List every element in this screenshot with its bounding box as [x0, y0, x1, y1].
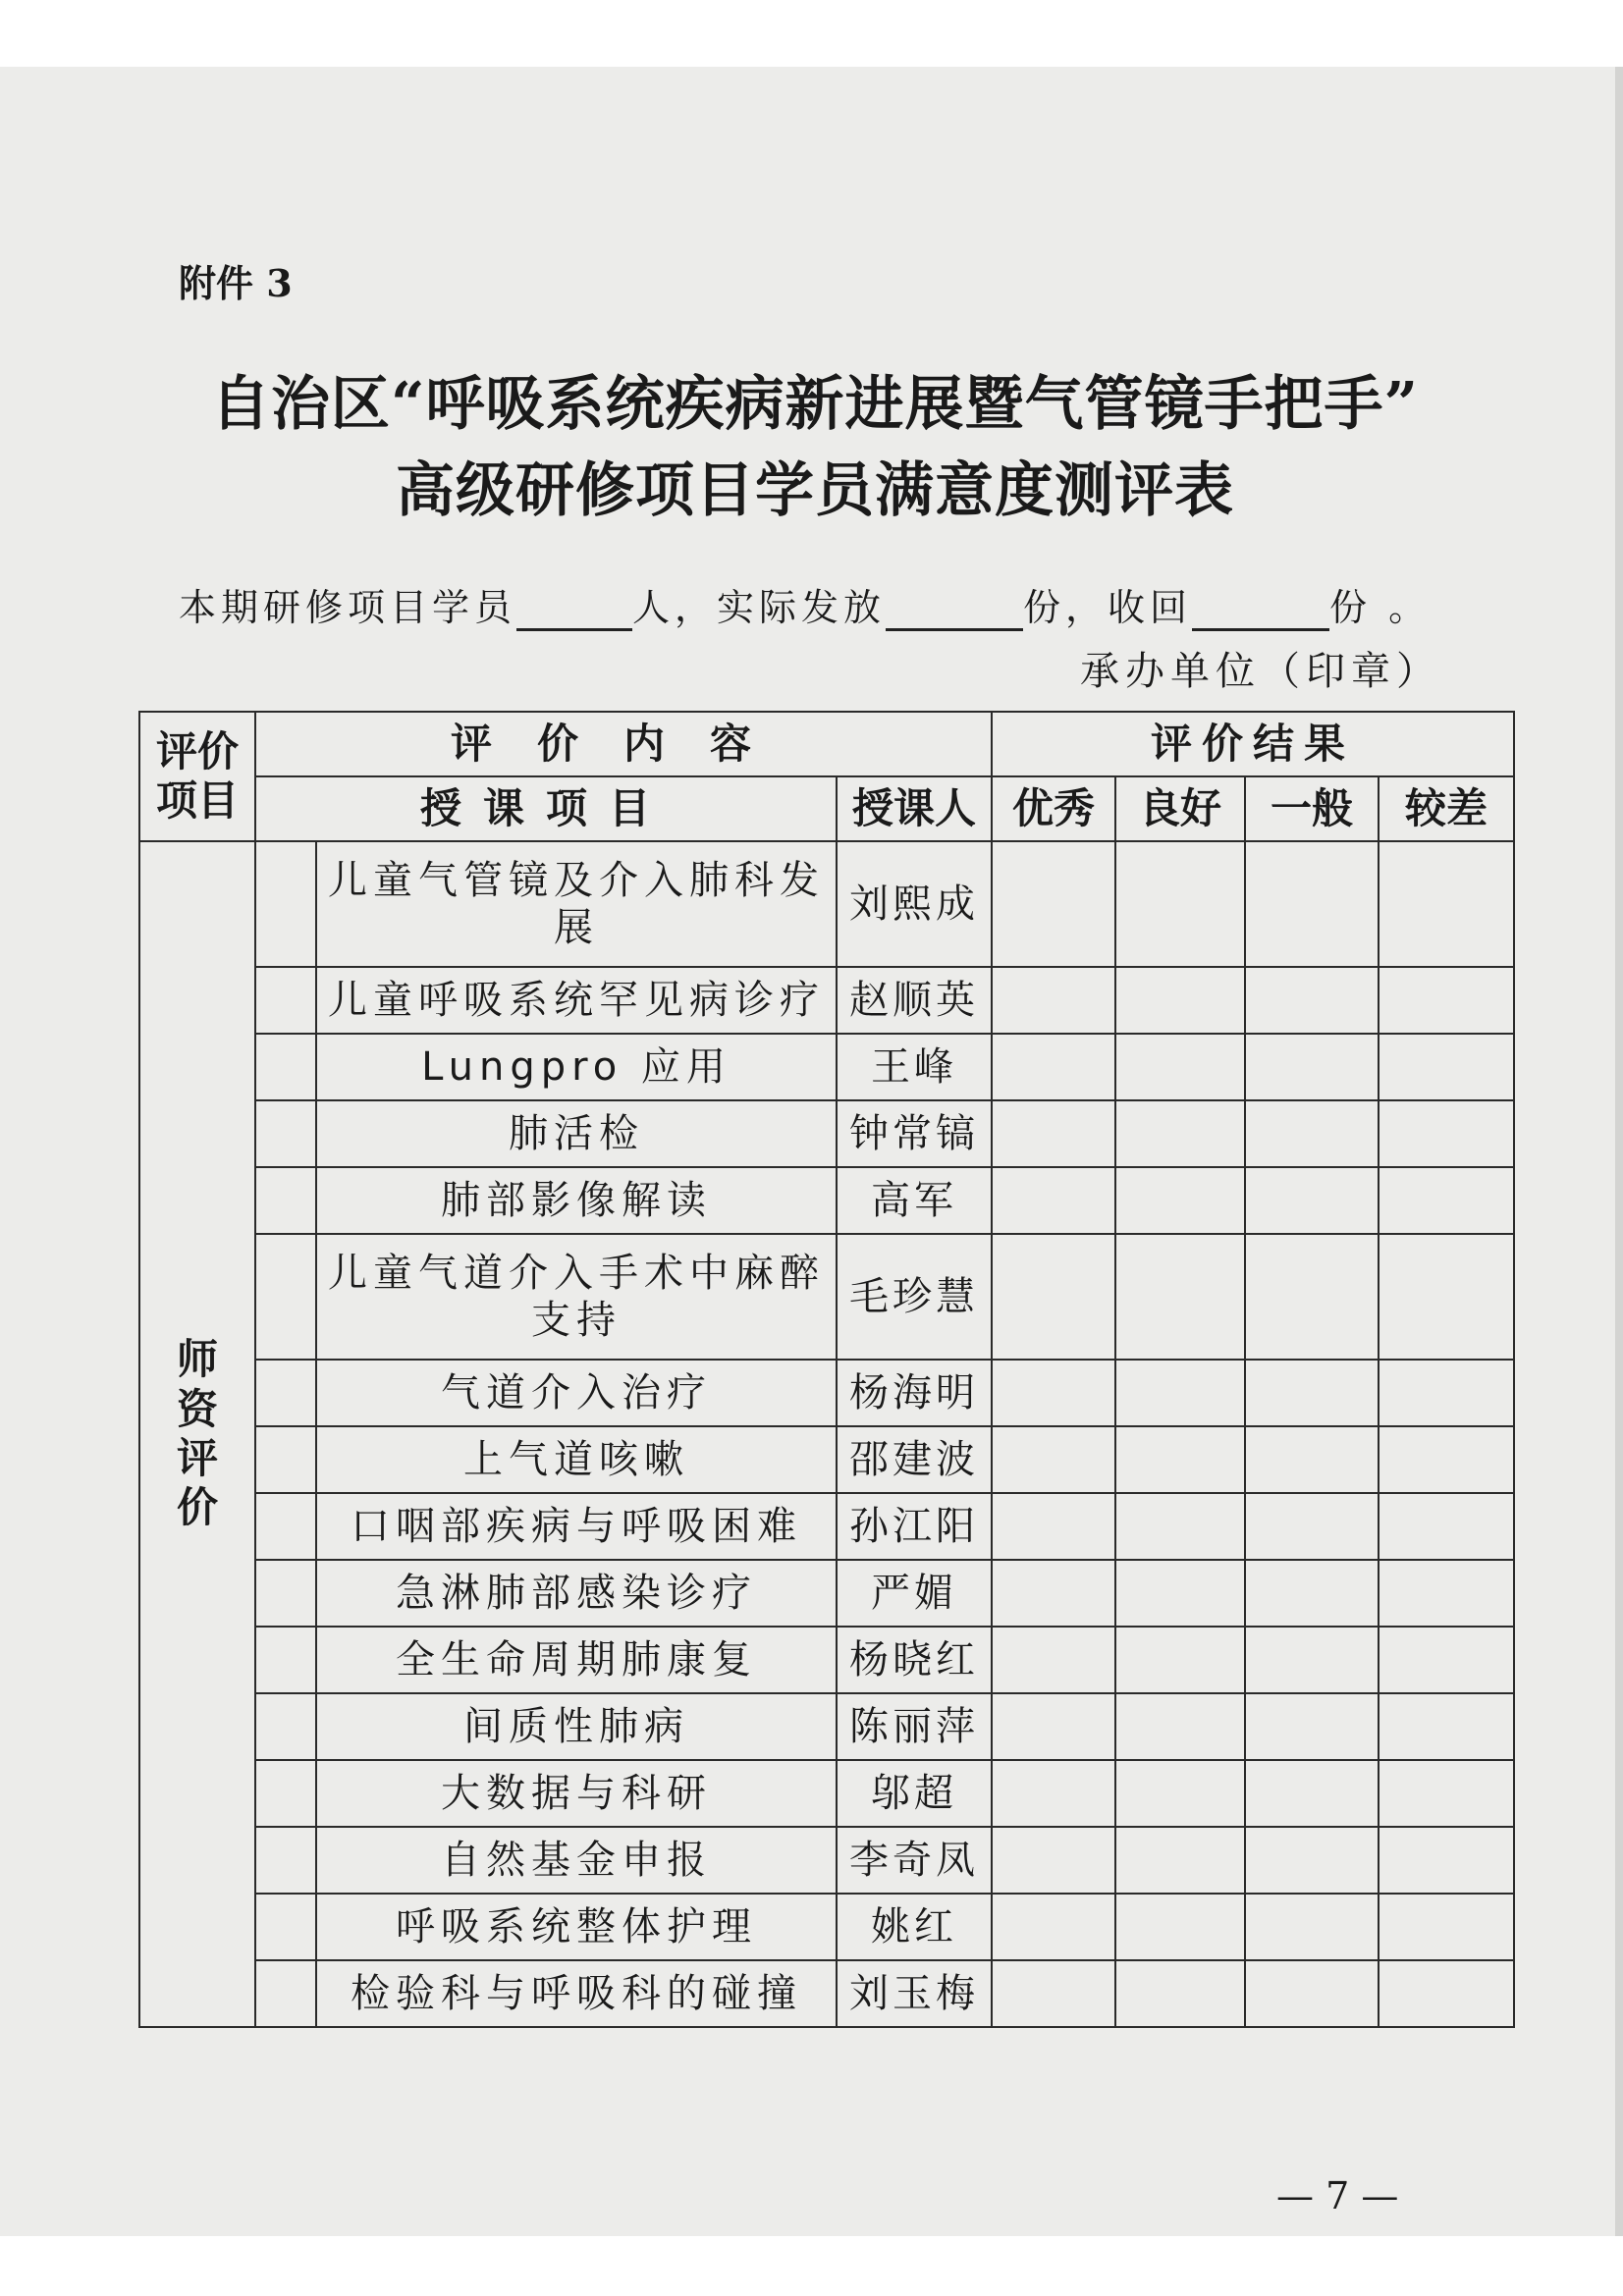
- rating-cell-average[interactable]: [1245, 967, 1379, 1034]
- rating-cell-poor[interactable]: [1379, 1234, 1514, 1360]
- rating-cell-average[interactable]: [1245, 1760, 1379, 1827]
- table-row: [139, 1960, 1514, 2027]
- rating-cell-excellent[interactable]: [992, 1894, 1115, 1960]
- evaluation-table: [138, 711, 1515, 2028]
- rating-cell-poor[interactable]: [1379, 1627, 1514, 1693]
- category-char: 资: [176, 1384, 218, 1433]
- header-eval-content: 评价内容: [255, 712, 992, 776]
- row-spacer-cell: [255, 1627, 316, 1693]
- document-title-line-1: 自治区“呼吸系统疾病新进展暨气管镜手把手”: [210, 370, 1420, 439]
- category-teacher-evaluation: [139, 841, 255, 2027]
- rating-cell-poor[interactable]: [1379, 1894, 1514, 1960]
- row-spacer-cell: [255, 1960, 316, 2027]
- rating-cell-average[interactable]: [1245, 1493, 1379, 1560]
- rating-cell-excellent[interactable]: [992, 967, 1115, 1034]
- lecturer-cell: 王峰: [837, 1034, 992, 1100]
- rating-cell-average[interactable]: [1245, 1560, 1379, 1627]
- course-cell: 肺活检: [316, 1100, 837, 1167]
- rating-cell-poor[interactable]: [1379, 1493, 1514, 1560]
- header-lecturer: 授课人: [837, 776, 992, 841]
- rating-cell-poor[interactable]: [1379, 1360, 1514, 1426]
- rating-cell-average[interactable]: [1245, 1034, 1379, 1100]
- course-cell: 儿童呼吸系统罕见病诊疗: [316, 967, 837, 1034]
- header-rating-good: 良好: [1115, 776, 1245, 841]
- lecturer-cell: 杨海明: [837, 1360, 992, 1426]
- rating-cell-poor[interactable]: [1379, 1167, 1514, 1234]
- table-row: [139, 967, 1514, 1034]
- table-row: [139, 1827, 1514, 1894]
- rating-cell-average[interactable]: [1245, 1960, 1379, 2027]
- row-spacer-cell: [255, 1693, 316, 1760]
- rating-cell-poor[interactable]: [1379, 1960, 1514, 2027]
- rating-cell-excellent[interactable]: [992, 1827, 1115, 1894]
- lecturer-cell: 毛珍慧: [837, 1234, 992, 1360]
- rating-cell-poor[interactable]: [1379, 1560, 1514, 1627]
- row-spacer-cell: [255, 1760, 316, 1827]
- collected-count-blank[interactable]: [1192, 591, 1329, 631]
- table-row: [139, 1894, 1514, 1960]
- rating-cell-excellent[interactable]: [992, 1693, 1115, 1760]
- rating-cell-good[interactable]: [1115, 1426, 1245, 1493]
- row-spacer-cell: [255, 1493, 316, 1560]
- course-cell: 儿童气道介入手术中麻醉支持: [316, 1234, 837, 1360]
- course-cell: Lungpro 应用: [316, 1034, 837, 1100]
- attachment-label: 附件 3: [179, 261, 293, 305]
- lecturer-cell: 姚红: [837, 1894, 992, 1960]
- row-spacer-cell: [255, 1034, 316, 1100]
- table-row: [139, 1360, 1514, 1426]
- lecturer-cell: 严媚: [837, 1560, 992, 1627]
- header-rating-excellent: 优秀: [992, 776, 1115, 841]
- table-row: [139, 1560, 1514, 1627]
- lecturer-cell: 邵建波: [837, 1426, 992, 1493]
- rating-cell-average[interactable]: [1245, 1167, 1379, 1234]
- row-spacer-cell: [255, 1234, 316, 1360]
- lecturer-cell: 杨晓红: [837, 1627, 992, 1693]
- rating-cell-average[interactable]: [1245, 1827, 1379, 1894]
- rating-cell-poor[interactable]: [1379, 1760, 1514, 1827]
- rating-cell-poor[interactable]: [1379, 1426, 1514, 1493]
- table-header-row-1: [139, 712, 1514, 776]
- rating-cell-average[interactable]: [1245, 1360, 1379, 1426]
- rating-cell-excellent[interactable]: [992, 1493, 1115, 1560]
- intro-text-distributed: 人，实际发放: [632, 586, 887, 629]
- rating-cell-excellent[interactable]: [992, 1034, 1115, 1100]
- header-eval-item-line1: 评价: [155, 726, 239, 775]
- row-spacer-cell: [255, 1426, 316, 1493]
- header-course: 授课项目: [255, 776, 837, 841]
- lecturer-cell: 陈丽萍: [837, 1693, 992, 1760]
- lecturer-cell: 刘熙成: [837, 841, 992, 967]
- rating-cell-excellent[interactable]: [992, 1234, 1115, 1360]
- organizer-stamp-label: 承办单位（印章）: [1080, 649, 1441, 694]
- rating-cell-average[interactable]: [1245, 1234, 1379, 1360]
- rating-cell-good[interactable]: [1115, 1493, 1245, 1560]
- course-cell: 检验科与呼吸科的碰撞: [316, 1960, 837, 2027]
- table-row: [139, 1100, 1514, 1167]
- rating-cell-excellent[interactable]: [992, 1360, 1115, 1426]
- intro-text-collected: 份，收回: [1023, 586, 1193, 629]
- course-cell: 肺部影像解读: [316, 1167, 837, 1234]
- rating-cell-excellent[interactable]: [992, 1760, 1115, 1827]
- rating-cell-poor[interactable]: [1379, 1034, 1514, 1100]
- course-cell: 全生命周期肺康复: [316, 1627, 837, 1693]
- rating-cell-poor[interactable]: [1379, 1827, 1514, 1894]
- table-row: [139, 1627, 1514, 1693]
- course-cell: 自然基金申报: [316, 1827, 837, 1894]
- rating-cell-average[interactable]: [1245, 841, 1379, 967]
- table-row: [139, 1693, 1514, 1760]
- rating-cell-average[interactable]: [1245, 1693, 1379, 1760]
- lecturer-cell: 孙江阳: [837, 1493, 992, 1560]
- lecturer-cell: 邬超: [837, 1760, 992, 1827]
- rating-cell-average[interactable]: [1245, 1627, 1379, 1693]
- course-cell: 口咽部疾病与呼吸困难: [316, 1493, 837, 1560]
- trainee-count-blank[interactable]: [516, 591, 632, 631]
- header-eval-result: 评价结果: [992, 712, 1514, 776]
- course-cell: 呼吸系统整体护理: [316, 1894, 837, 1960]
- rating-cell-good[interactable]: [1115, 967, 1245, 1034]
- document-title-line-2: 高级研修项目学员满意度测评表: [396, 456, 1234, 525]
- course-cell: 急淋肺部感染诊疗: [316, 1560, 837, 1627]
- distributed-count-blank[interactable]: [886, 591, 1023, 631]
- row-spacer-cell: [255, 1167, 316, 1234]
- rating-cell-good[interactable]: [1115, 1693, 1245, 1760]
- table-row: [139, 841, 1514, 967]
- rating-cell-good[interactable]: [1115, 1034, 1245, 1100]
- table-header-row-2: [139, 776, 1514, 841]
- header-eval-item-line2: 项目: [155, 776, 239, 825]
- course-cell: 间质性肺病: [316, 1693, 837, 1760]
- course-cell: 大数据与科研: [316, 1760, 837, 1827]
- rating-cell-average[interactable]: [1245, 1100, 1379, 1167]
- rating-cell-excellent[interactable]: [992, 1627, 1115, 1693]
- page-edge: [1615, 67, 1623, 2236]
- table-row: [139, 1167, 1514, 1234]
- intro-text-copies: 份 。: [1329, 586, 1432, 629]
- rating-cell-excellent[interactable]: [992, 1100, 1115, 1167]
- row-spacer-cell: [255, 967, 316, 1034]
- rating-cell-excellent[interactable]: [992, 841, 1115, 967]
- rating-cell-excellent[interactable]: [992, 1960, 1115, 2027]
- rating-cell-poor[interactable]: [1379, 1100, 1514, 1167]
- row-spacer-cell: [255, 1894, 316, 1960]
- lecturer-cell: 刘玉梅: [837, 1960, 992, 2027]
- table-row: [139, 1426, 1514, 1493]
- table-row: [139, 1034, 1514, 1100]
- rating-cell-good[interactable]: [1115, 1894, 1245, 1960]
- lecturer-cell: 高军: [837, 1167, 992, 1234]
- category-char: 师: [176, 1335, 218, 1384]
- row-spacer-cell: [255, 841, 316, 967]
- table-row: [139, 1493, 1514, 1560]
- course-cell: 气道介入治疗: [316, 1360, 837, 1426]
- rating-cell-good[interactable]: [1115, 1960, 1245, 2027]
- category-char: 价: [176, 1483, 218, 1532]
- row-spacer-cell: [255, 1560, 316, 1627]
- intro-statement: [179, 577, 1431, 631]
- rating-cell-good[interactable]: [1115, 1167, 1245, 1234]
- rating-cell-average[interactable]: [1245, 1894, 1379, 1960]
- rating-cell-good[interactable]: [1115, 1100, 1245, 1167]
- category-char: 评: [176, 1434, 218, 1482]
- rating-cell-excellent[interactable]: [992, 1426, 1115, 1493]
- row-spacer-cell: [255, 1100, 316, 1167]
- rating-cell-poor[interactable]: [1379, 967, 1514, 1034]
- rating-cell-poor[interactable]: [1379, 841, 1514, 967]
- course-cell: 上气道咳嗽: [316, 1426, 837, 1493]
- rating-cell-average[interactable]: [1245, 1426, 1379, 1493]
- header-rating-poor: 较差: [1379, 776, 1514, 841]
- rating-cell-excellent[interactable]: [992, 1560, 1115, 1627]
- rating-cell-poor[interactable]: [1379, 1693, 1514, 1760]
- lecturer-cell: 钟常镐: [837, 1100, 992, 1167]
- rating-cell-good[interactable]: [1115, 1827, 1245, 1894]
- page-number: — 7 —: [1276, 2174, 1399, 2217]
- lecturer-cell: 赵顺英: [837, 967, 992, 1034]
- intro-text-trainees: 本期研修项目学员: [179, 586, 517, 629]
- table-row: [139, 1760, 1514, 1827]
- course-cell: 儿童气管镜及介入肺科发展: [316, 841, 837, 967]
- rating-cell-good[interactable]: [1115, 841, 1245, 967]
- header-rating-average: 一般: [1245, 776, 1379, 841]
- rating-cell-good[interactable]: [1115, 1360, 1245, 1426]
- rating-cell-good[interactable]: [1115, 1760, 1245, 1827]
- rating-cell-good[interactable]: [1115, 1560, 1245, 1627]
- row-spacer-cell: [255, 1827, 316, 1894]
- rating-cell-good[interactable]: [1115, 1234, 1245, 1360]
- row-spacer-cell: [255, 1360, 316, 1426]
- lecturer-cell: 李奇凤: [837, 1827, 992, 1894]
- rating-cell-good[interactable]: [1115, 1627, 1245, 1693]
- table-row: [139, 1234, 1514, 1360]
- header-eval-item: [139, 712, 255, 841]
- rating-cell-excellent[interactable]: [992, 1167, 1115, 1234]
